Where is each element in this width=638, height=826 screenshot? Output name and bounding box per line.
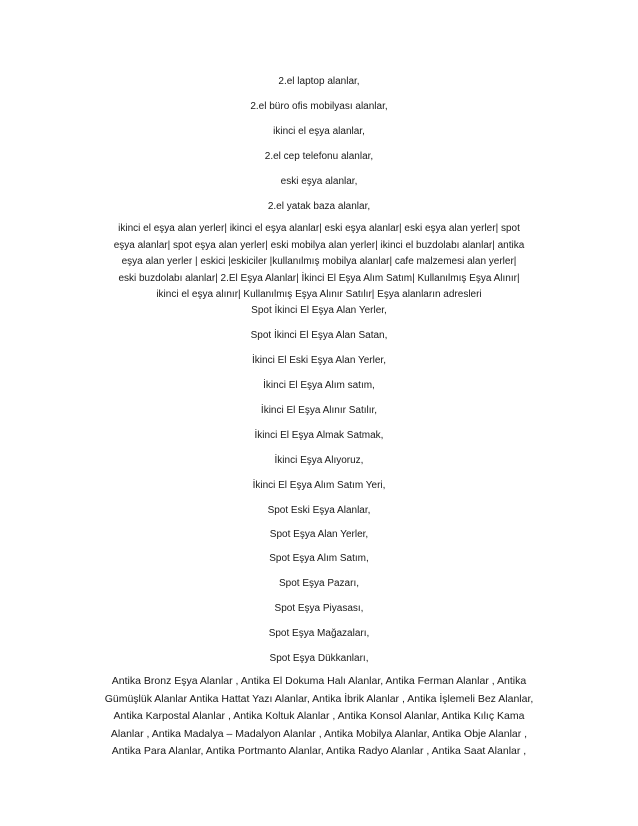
text-line: ikinci el eşya alanlar, [273,126,365,137]
text-line: 2.el yatak baza alanlar, [267,201,371,212]
text-line: İkinci El Eşya Alınır Satılır, [260,405,378,416]
paragraph-line: eşya alanlar| spot eşya alan yerler| eski mobilya alan yerler| ikinci el buzdolabı alanlar| antika [113,239,525,251]
paragraph-line: eski buzdolabı alanlar| 2.El Eşya Alanlar| İkinci El Eşya Alım Satım| Kullanılmış Eşya Alınır| [118,272,520,284]
paragraph-line: Alanlar , Antika Madalya – Madalyon Alanlar , Antika Mobilya Alanlar, Antika Obje Alanlar , [110,727,528,740]
text-line: Spot Eşya Piyasası, [274,603,364,614]
text-line: Spot Eşya Alan Yerler, [269,529,369,540]
text-line: Spot Eski Eşya Alanlar, [267,505,371,516]
keyword-paragraph [80,221,558,304]
text-line: 2.el cep telefonu alanlar, [264,151,374,162]
text-line: İkinci El Eşya Alım satım, [263,380,375,391]
text-line: Spot Eşya Pazarı, [278,578,360,589]
paragraph-line: eşya alan yerler | eskici |eskiciler |kullanılmış mobilya alanlar| cafe malzemesi alan yerler| [121,256,517,267]
text-line: Spot Eşya Alım Satım, [269,553,369,564]
text-line: İkinci El Eşya Almak Satmak, [254,430,384,441]
text-line: Spot Eşya Dükkanları, [269,653,369,664]
paragraph-line: ikinci el eşya alan yerler| ikinci el eşya alanlar| eski eşya alanlar| eski eşya alan yerler| spot [118,223,520,234]
text-line: İkinci Eşya Alıyoruz, [274,455,364,466]
antique-paragraph [85,673,553,761]
text-line: Spot İkinci El Eşya Alan Satan, [250,330,388,341]
paragraph-line: Antika Para Alanlar, Antika Portmanto Alanlar, Antika Radyo Alanlar , Antika Saat Alanlar , [111,745,527,757]
text-line: 2.el laptop alanlar, [278,76,360,87]
text-line: İkinci El Eşya Alım Satım Yeri, [252,480,386,491]
text-line: İkinci El Eski Eşya Alan Yerler, [252,355,386,366]
text-line: eski eşya alanlar, [280,176,358,187]
paragraph-line: Antika Bronz Eşya Alanlar , Antika El Dokuma Halı Alanlar, Antika Ferman Alanlar , Antika [111,675,527,687]
paragraph-line: ikinci el eşya alınır| Kullanılmış Eşya Alınır Satılır| Eşya alanların adresleri [156,289,482,300]
paragraph-line: Gümüşlük Alanlar Antika Hattat Yazı Alanlar, Antika İbrik Alanlar , Antika İşlemeli Bez Alanlar, [104,692,534,705]
paragraph-line: Antika Karpostal Alanlar , Antika Koltuk Alanlar , Antika Konsol Alanlar, Antika Kılıç Kama [113,710,525,722]
text-line: 2.el büro ofis mobilyası alanlar, [250,101,388,112]
text-line: Spot İkinci El Eşya Alan Yerler, [251,305,387,316]
text-line: Spot Eşya Mağazaları, [268,628,370,639]
